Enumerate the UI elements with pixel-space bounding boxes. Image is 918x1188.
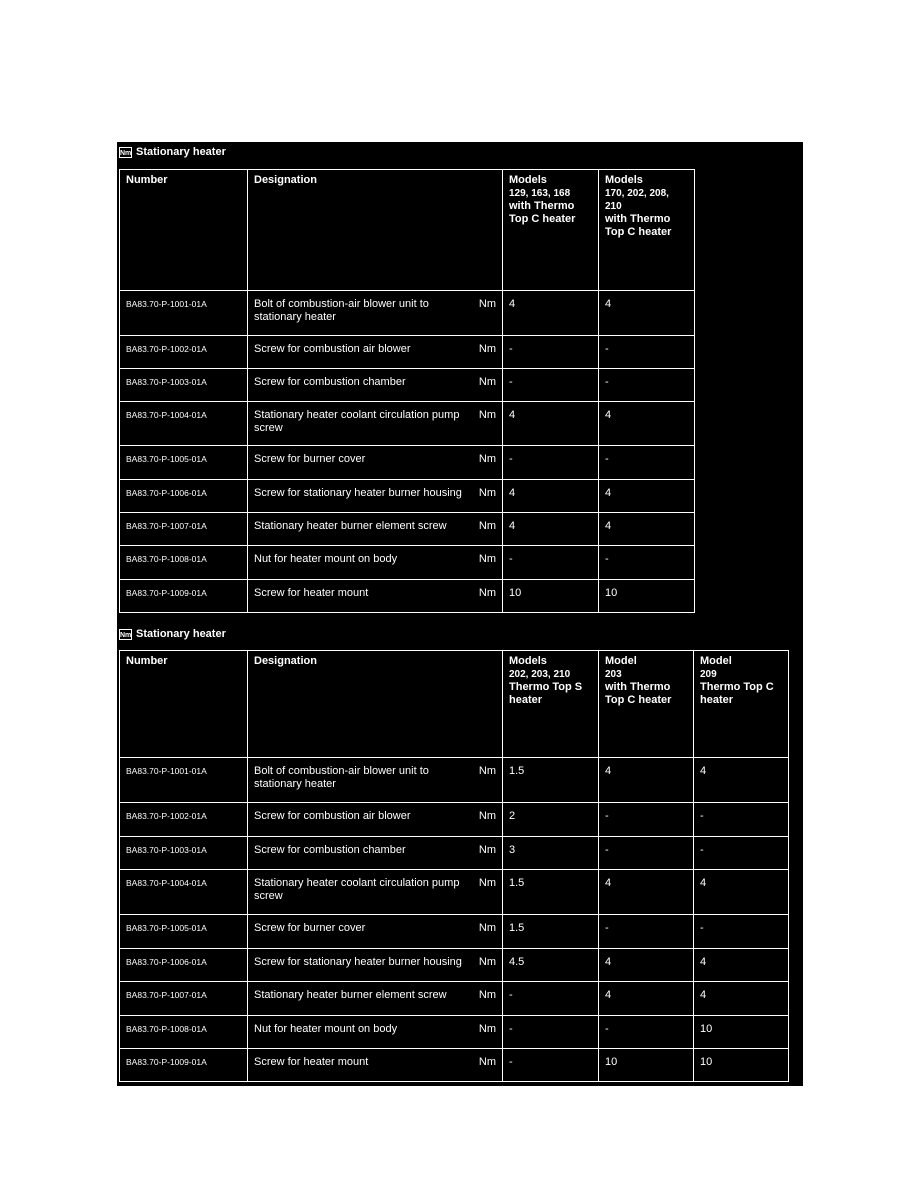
header-designation: Designation: [248, 651, 503, 758]
designation-cell: [248, 480, 503, 513]
torque-value: 10: [599, 580, 695, 613]
torque-value: 4: [503, 480, 599, 513]
model-label: Model: [605, 655, 637, 667]
model-label: Models: [509, 174, 547, 186]
torque-value: 1.5: [503, 915, 599, 949]
torque-value: -: [503, 1049, 599, 1082]
part-number: BA83.70-P-1003-01A: [120, 369, 248, 402]
designation-cell: [248, 580, 503, 613]
part-number: BA83.70-P-1006-01A: [120, 480, 248, 513]
torque-value: 10: [599, 1049, 694, 1082]
torque-value: 10: [694, 1049, 789, 1082]
torque-value: -: [599, 369, 695, 402]
section-title-text: Stationary heater: [136, 628, 226, 640]
designation-text: Bolt of combustion-air blower unit to stationary heater: [254, 298, 429, 323]
torque-value: 2: [503, 803, 599, 837]
torque-value: -: [503, 446, 599, 480]
model-heater: with Thermo Top C heater: [605, 681, 672, 706]
part-number: BA83.70-P-1002-01A: [120, 803, 248, 837]
table-row: [120, 1049, 789, 1082]
designation-cell: [248, 546, 503, 580]
table-row: [120, 336, 695, 369]
torque-value: -: [503, 369, 599, 402]
torque-value: -: [694, 837, 789, 870]
designation-cell: [248, 402, 503, 446]
torque-value: -: [694, 803, 789, 837]
model-heater: with Thermo Top C heater: [509, 200, 576, 225]
header-model-col: [694, 651, 789, 758]
header-model-col: [503, 170, 599, 291]
torque-value: 4: [599, 982, 694, 1016]
torque-value: 4: [599, 480, 695, 513]
part-number: BA83.70-P-1009-01A: [120, 1049, 248, 1082]
designation-cell: [248, 1049, 503, 1082]
torque-unit: Nm: [478, 1023, 496, 1035]
table-row: [120, 982, 789, 1016]
table-row: [120, 580, 695, 613]
torque-value: -: [599, 915, 694, 949]
model-label: Models: [605, 174, 643, 186]
torque-unit: Nm: [478, 810, 496, 822]
model-heater: Thermo Top S heater: [509, 681, 583, 706]
torque-unit: Nm: [478, 343, 496, 355]
part-number: BA83.70-P-1004-01A: [120, 402, 248, 446]
designation-cell: [248, 369, 503, 402]
section-title-text: Stationary heater: [136, 146, 226, 158]
torque-value: 4: [503, 291, 599, 336]
designation-cell: [248, 758, 503, 803]
part-number: BA83.70-P-1003-01A: [120, 837, 248, 870]
part-number: BA83.70-P-1008-01A: [120, 1016, 248, 1049]
designation-cell: [248, 291, 503, 336]
part-number: BA83.70-P-1009-01A: [120, 580, 248, 613]
designation-text: Stationary heater coolant circulation pump screw: [254, 877, 460, 902]
designation-cell: [248, 982, 503, 1016]
torque-unit: Nm: [478, 956, 496, 968]
torque-value: 4: [694, 870, 789, 915]
designation-cell: [248, 870, 503, 915]
torque-value: 4.5: [503, 949, 599, 982]
model-codes: 209: [700, 669, 717, 680]
model-label: Models: [509, 655, 547, 667]
model-codes: 170, 202, 208, 210: [605, 188, 669, 212]
torque-unit: Nm: [478, 765, 496, 777]
torque-value: 4: [599, 758, 694, 803]
table-row: [120, 915, 789, 949]
designation-text: Screw for burner cover: [254, 453, 366, 465]
designation-cell: [248, 837, 503, 870]
part-number: BA83.70-P-1004-01A: [120, 870, 248, 915]
header-designation: Designation: [248, 170, 503, 291]
torque-value: 4: [599, 513, 695, 546]
torque-value: 4: [503, 513, 599, 546]
part-number: BA83.70-P-1001-01A: [120, 758, 248, 803]
table-row: [120, 803, 789, 837]
table-row: [120, 480, 695, 513]
part-number: BA83.70-P-1008-01A: [120, 546, 248, 580]
torque-unit: Nm: [478, 989, 496, 1001]
torque-value: 4: [599, 291, 695, 336]
torque-value: 10: [503, 580, 599, 613]
torque-value: 3: [503, 837, 599, 870]
designation-cell: [248, 949, 503, 982]
table-row: [120, 369, 695, 402]
torque-value: -: [599, 1016, 694, 1049]
designation-cell: [248, 1016, 503, 1049]
designation-cell: [248, 513, 503, 546]
model-label: Model: [700, 655, 732, 667]
model-codes: 203: [605, 669, 622, 680]
header-model-col: [599, 170, 695, 291]
designation-text: Nut for heater mount on body: [254, 1023, 398, 1035]
table-header-row: [120, 651, 789, 758]
designation-text: Screw for burner cover: [254, 922, 366, 934]
section-title-2: [119, 628, 226, 640]
designation-text: Nut for heater mount on body: [254, 553, 398, 565]
torque-value: -: [503, 1016, 599, 1049]
table-row: [120, 1016, 789, 1049]
torque-value: 10: [694, 1016, 789, 1049]
torque-unit: Nm: [478, 453, 496, 465]
designation-cell: [248, 915, 503, 949]
torque-value: -: [694, 915, 789, 949]
table-row: [120, 837, 789, 870]
designation-text: Screw for stationary heater burner housing: [254, 956, 462, 968]
table-row: [120, 758, 789, 803]
torque-unit: Nm: [478, 298, 496, 310]
designation-text: Screw for combustion air blower: [254, 343, 411, 355]
table-row: [120, 546, 695, 580]
torque-unit: Nm: [478, 844, 496, 856]
part-number: BA83.70-P-1007-01A: [120, 982, 248, 1016]
header-number: Number: [120, 651, 248, 758]
torque-value: -: [599, 336, 695, 369]
torque-value: 4: [599, 949, 694, 982]
part-number: BA83.70-P-1001-01A: [120, 291, 248, 336]
header-number: Number: [120, 170, 248, 291]
model-heater: Thermo Top C heater: [700, 681, 774, 706]
designation-text: Stationary heater coolant circulation pump screw: [254, 409, 460, 434]
torque-value: 4: [694, 758, 789, 803]
designation-text: Screw for combustion chamber: [254, 844, 406, 856]
designation-cell: [248, 446, 503, 480]
torque-unit: Nm: [478, 1056, 496, 1068]
designation-text: Bolt of combustion-air blower unit to stationary heater: [254, 765, 429, 790]
torque-unit: Nm: [478, 587, 496, 599]
torque-value: 4: [694, 982, 789, 1016]
section-title-1: [119, 146, 226, 158]
torque-table-1: [119, 169, 695, 613]
part-number: BA83.70-P-1007-01A: [120, 513, 248, 546]
torque-unit: Nm: [478, 409, 496, 421]
torque-value: 1.5: [503, 870, 599, 915]
table-row: [120, 446, 695, 480]
designation-text: Screw for combustion air blower: [254, 810, 411, 822]
torque-nm-icon: Nm: [119, 147, 132, 158]
torque-value: -: [503, 982, 599, 1016]
table-row: [120, 870, 789, 915]
torque-value: -: [503, 336, 599, 369]
part-number: BA83.70-P-1006-01A: [120, 949, 248, 982]
model-codes: 202, 203, 210: [509, 669, 571, 680]
torque-unit: Nm: [478, 877, 496, 889]
table-header-row: [120, 170, 695, 291]
torque-value: 4: [599, 402, 695, 446]
torque-value: 4: [599, 870, 694, 915]
table-row: [120, 949, 789, 982]
document-panel: [117, 142, 803, 1086]
designation-text: Stationary heater burner element screw: [254, 520, 447, 532]
torque-unit: Nm: [478, 520, 496, 532]
torque-value: 4: [694, 949, 789, 982]
torque-value: -: [599, 546, 695, 580]
torque-table-2: [119, 650, 789, 1082]
designation-text: Stationary heater burner element screw: [254, 989, 447, 1001]
torque-unit: Nm: [478, 553, 496, 565]
torque-value: -: [599, 837, 694, 870]
header-model-col: [503, 651, 599, 758]
torque-value: 1.5: [503, 758, 599, 803]
torque-value: 4: [503, 402, 599, 446]
designation-text: Screw for heater mount: [254, 587, 369, 599]
torque-value: -: [503, 546, 599, 580]
model-heater: with Thermo Top C heater: [605, 213, 672, 238]
table-row: [120, 402, 695, 446]
part-number: BA83.70-P-1005-01A: [120, 915, 248, 949]
torque-unit: Nm: [478, 487, 496, 499]
designation-text: Screw for combustion chamber: [254, 376, 406, 388]
torque-value: -: [599, 446, 695, 480]
torque-unit: Nm: [478, 376, 496, 388]
torque-nm-icon: Nm: [119, 629, 132, 640]
table-row: [120, 513, 695, 546]
table-row: [120, 291, 695, 336]
designation-text: Screw for heater mount: [254, 1056, 369, 1068]
designation-text: Screw for stationary heater burner housing: [254, 487, 462, 499]
model-codes: 129, 163, 168: [509, 188, 571, 199]
designation-cell: [248, 336, 503, 369]
torque-value: -: [599, 803, 694, 837]
part-number: BA83.70-P-1005-01A: [120, 446, 248, 480]
header-model-col: [599, 651, 694, 758]
part-number: BA83.70-P-1002-01A: [120, 336, 248, 369]
torque-unit: Nm: [478, 922, 496, 934]
designation-cell: [248, 803, 503, 837]
